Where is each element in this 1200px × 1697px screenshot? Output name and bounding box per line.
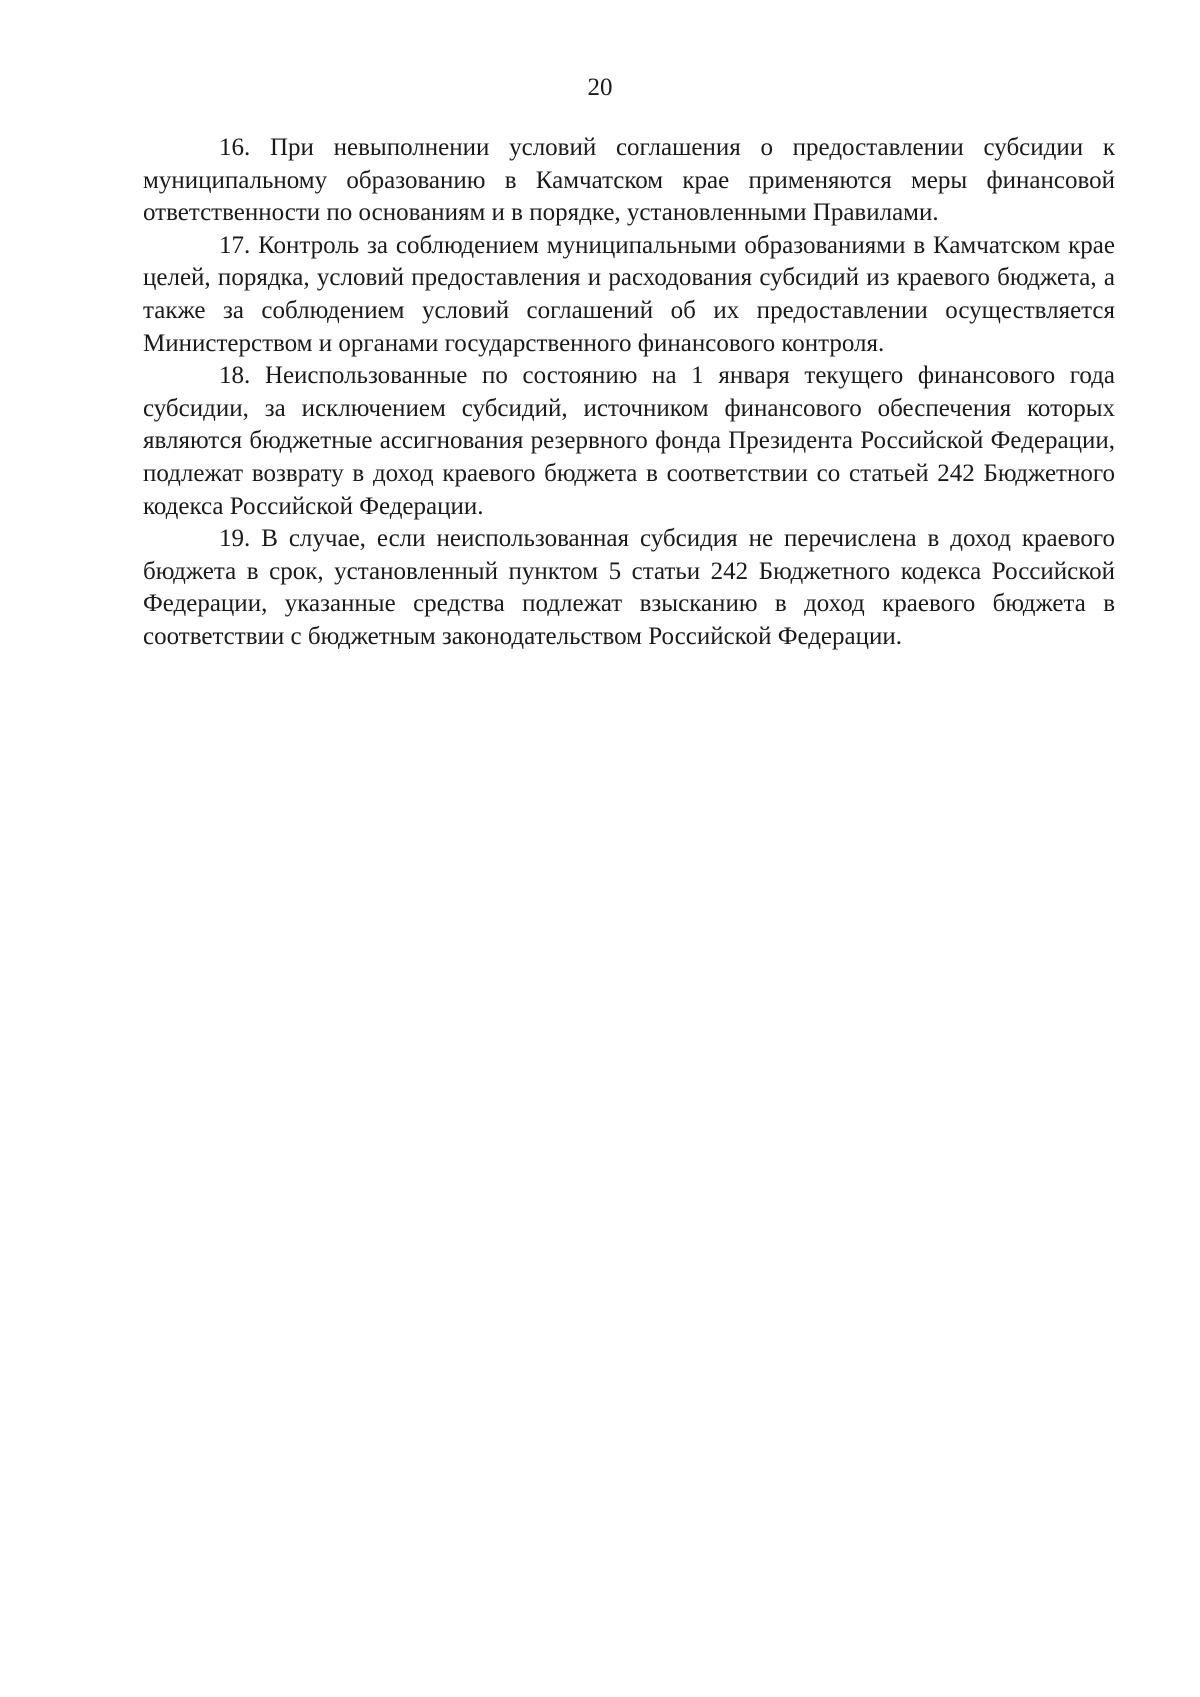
paragraph-16: 16. При невыполнении условий соглашения о предоставлении субсидии к муниципальному образованию в Камчатском крае применяются меры финансовой ответственности по основаниям и в порядке, установленными Правилами. [143,134,1115,227]
paragraph-17: 17. Контроль за соблюдением муниципальными образованиями в Камчатском крае целей, порядка, условий предоставления и расходования субсидий из краевого бюджета, а также за соблюдением условий соглашений об их предоставлении осуществляется Министерством и органами государственного финансового контроля. [143,231,1115,357]
document-body [143,132,1115,654]
paragraph-19: 19. В случае, если неиспользованная субсидия не перечислена в доход краевого бюджета в срок, установленный пунктом 5 статьи 242 Бюджетного кодекса Российской Федерации, указанные средства подлежат взысканию в доход краевого бюджета в соответствии с бюджетным законодательством Российской Федерации. [143,525,1115,650]
paragraph-18: 18. Неиспользованные по состоянию на 1 января текущего финансового года субсидии, за исключением субсидий, источником финансового обеспечения которых являются бюджетные ассигнования резервного фонда Президента Российской Федерации, подлежат возврату в доход краевого бюджета в соответствии со статьей 242 Бюджетного кодекса Российской Федерации. [143,362,1115,520]
page-number: 20 [587,74,613,101]
